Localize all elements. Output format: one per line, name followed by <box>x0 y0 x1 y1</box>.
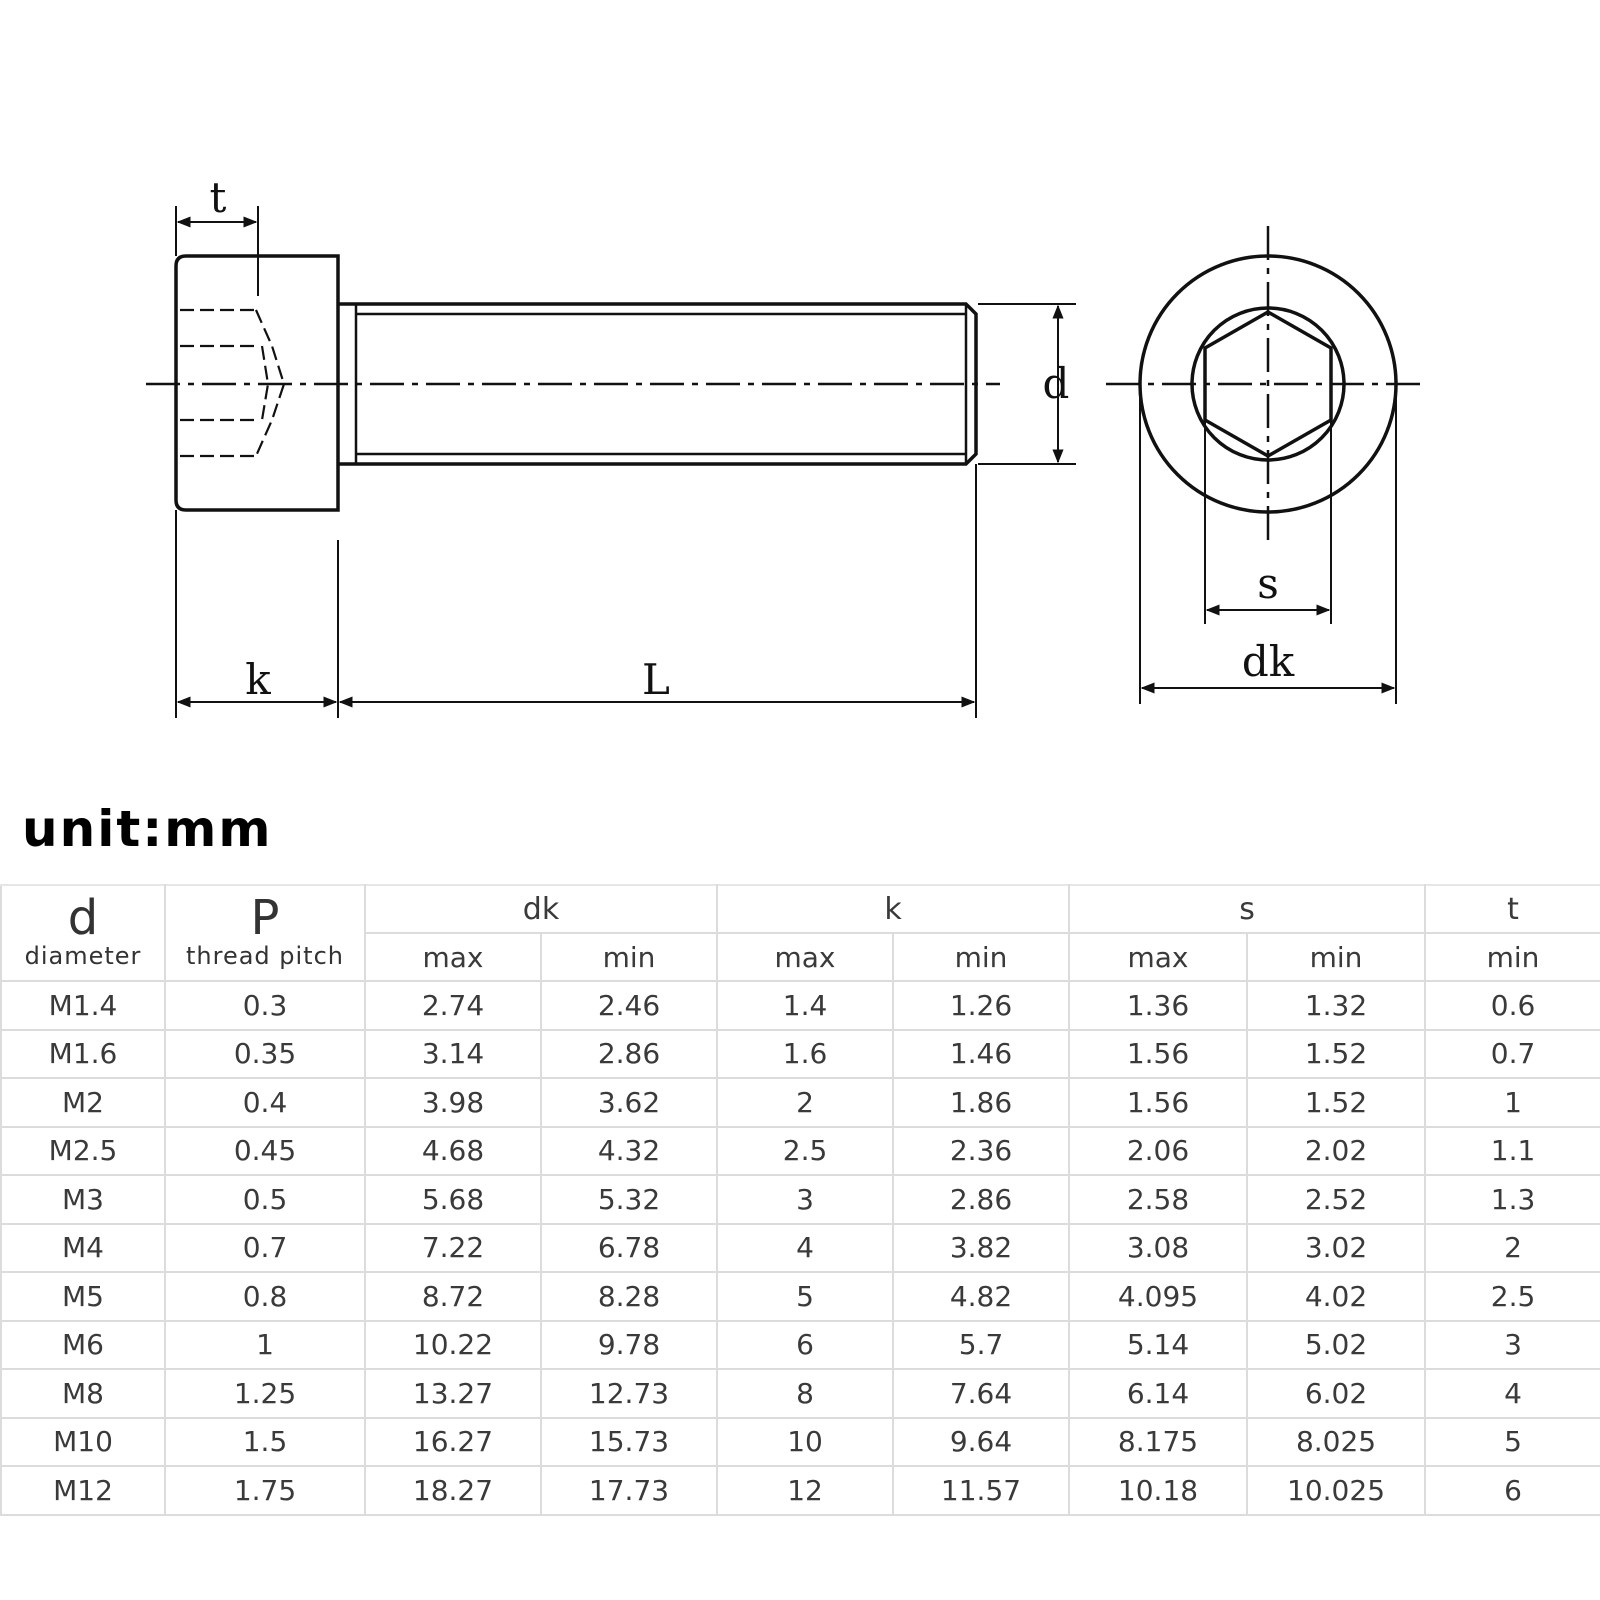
cell-pitch: 0.8 <box>165 1272 365 1321</box>
cell-s-min: 2.52 <box>1247 1175 1425 1224</box>
table-header-row <box>1 885 1600 933</box>
cell-dk-max: 10.22 <box>365 1321 541 1370</box>
dimension-label-s: s <box>1257 559 1279 608</box>
cell-t-min: 2 <box>1425 1224 1600 1273</box>
header-t-min: min <box>1425 933 1600 981</box>
dimension-label-d: d <box>1042 359 1070 408</box>
cell-k-max: 2 <box>717 1078 893 1127</box>
cell-k-min: 1.26 <box>893 981 1069 1030</box>
cell-dk-min: 6.78 <box>541 1224 717 1273</box>
cell-k-min: 2.86 <box>893 1175 1069 1224</box>
cell-t-min: 1.1 <box>1425 1127 1600 1176</box>
cell-k-max: 8 <box>717 1369 893 1418</box>
cell-pitch: 1.25 <box>165 1369 365 1418</box>
table-row <box>1 1127 1600 1176</box>
cell-s-min: 5.02 <box>1247 1321 1425 1370</box>
header-group-dk: dk <box>365 885 717 933</box>
dimension-label-t: t <box>209 173 227 222</box>
cell-diameter: M4 <box>1 1224 165 1273</box>
cell-diameter: M8 <box>1 1369 165 1418</box>
cell-dk-min: 2.46 <box>541 981 717 1030</box>
cell-dk-min: 15.73 <box>541 1418 717 1467</box>
table-row <box>1 981 1600 1030</box>
cell-k-max: 1.4 <box>717 981 893 1030</box>
header-s-min: min <box>1247 933 1425 981</box>
header-group-s: s <box>1069 885 1425 933</box>
cell-dk-max: 7.22 <box>365 1224 541 1273</box>
header-p <box>165 885 365 981</box>
cell-s-min: 6.02 <box>1247 1369 1425 1418</box>
cell-dk-max: 2.74 <box>365 981 541 1030</box>
cell-t-min: 1.3 <box>1425 1175 1600 1224</box>
cell-s-max: 1.56 <box>1069 1030 1247 1079</box>
unit-label: unit:mm <box>22 800 273 858</box>
cell-dk-max: 13.27 <box>365 1369 541 1418</box>
table-row <box>1 1030 1600 1079</box>
cell-dk-max: 3.14 <box>365 1030 541 1079</box>
cell-k-min: 2.36 <box>893 1127 1069 1176</box>
cell-t-min: 5 <box>1425 1418 1600 1467</box>
header-dk-max: max <box>365 933 541 981</box>
header-dk-min: min <box>541 933 717 981</box>
cell-pitch: 0.5 <box>165 1175 365 1224</box>
dimension-label-k: k <box>245 655 271 704</box>
cell-pitch: 0.35 <box>165 1030 365 1079</box>
table-row <box>1 1466 1600 1515</box>
table-row <box>1 1418 1600 1467</box>
header-d-symbol: d <box>67 890 99 946</box>
cell-k-max: 3 <box>717 1175 893 1224</box>
cell-s-min: 4.02 <box>1247 1272 1425 1321</box>
cell-diameter: M2 <box>1 1078 165 1127</box>
cell-k-min: 1.46 <box>893 1030 1069 1079</box>
cell-t-min: 0.6 <box>1425 981 1600 1030</box>
cell-k-min: 1.86 <box>893 1078 1069 1127</box>
cell-dk-max: 3.98 <box>365 1078 541 1127</box>
screw-dimension-drawing <box>0 0 1600 760</box>
cell-s-max: 4.095 <box>1069 1272 1247 1321</box>
cell-dk-max: 16.27 <box>365 1418 541 1467</box>
header-k-min: min <box>893 933 1069 981</box>
cell-k-min: 3.82 <box>893 1224 1069 1273</box>
cell-t-min: 0.7 <box>1425 1030 1600 1079</box>
cell-k-min: 11.57 <box>893 1466 1069 1515</box>
cell-s-min: 3.02 <box>1247 1224 1425 1273</box>
table-row <box>1 1272 1600 1321</box>
cell-diameter: M6 <box>1 1321 165 1370</box>
table-row <box>1 1078 1600 1127</box>
dimension-k-L <box>176 464 976 718</box>
cell-pitch: 1.75 <box>165 1466 365 1515</box>
cell-s-max: 2.58 <box>1069 1175 1247 1224</box>
screw-spec-table <box>0 884 1600 1516</box>
dimension-label-dk: dk <box>1241 637 1295 686</box>
cell-k-max: 1.6 <box>717 1030 893 1079</box>
cell-diameter: M5 <box>1 1272 165 1321</box>
cell-diameter: M1.6 <box>1 1030 165 1079</box>
cell-diameter: M2.5 <box>1 1127 165 1176</box>
cell-k-min: 7.64 <box>893 1369 1069 1418</box>
cell-dk-min: 12.73 <box>541 1369 717 1418</box>
cell-s-max: 3.08 <box>1069 1224 1247 1273</box>
cell-dk-min: 17.73 <box>541 1466 717 1515</box>
cell-dk-min: 3.62 <box>541 1078 717 1127</box>
cell-s-max: 10.18 <box>1069 1466 1247 1515</box>
cell-t-min: 6 <box>1425 1466 1600 1515</box>
cell-s-min: 1.52 <box>1247 1030 1425 1079</box>
header-p-symbol: P <box>250 890 280 946</box>
cell-dk-min: 4.32 <box>541 1127 717 1176</box>
cell-s-max: 1.36 <box>1069 981 1247 1030</box>
cell-s-max: 8.175 <box>1069 1418 1247 1467</box>
cell-k-min: 5.7 <box>893 1321 1069 1370</box>
header-d <box>1 885 165 981</box>
table-row <box>1 1369 1600 1418</box>
cell-k-max: 10 <box>717 1418 893 1467</box>
end-view <box>1106 226 1428 704</box>
cell-dk-min: 8.28 <box>541 1272 717 1321</box>
cell-diameter: M1.4 <box>1 981 165 1030</box>
dimension-label-L: L <box>642 655 670 704</box>
cell-pitch: 1.5 <box>165 1418 365 1467</box>
cell-pitch: 0.3 <box>165 981 365 1030</box>
cell-s-min: 8.025 <box>1247 1418 1425 1467</box>
cell-dk-max: 5.68 <box>365 1175 541 1224</box>
cell-s-min: 1.52 <box>1247 1078 1425 1127</box>
cell-s-max: 2.06 <box>1069 1127 1247 1176</box>
cell-k-max: 12 <box>717 1466 893 1515</box>
cell-s-max: 5.14 <box>1069 1321 1247 1370</box>
cell-k-min: 4.82 <box>893 1272 1069 1321</box>
cell-k-max: 2.5 <box>717 1127 893 1176</box>
table-row <box>1 1321 1600 1370</box>
header-k-max: max <box>717 933 893 981</box>
header-group-k: k <box>717 885 1069 933</box>
cell-dk-min: 9.78 <box>541 1321 717 1370</box>
cell-s-max: 1.56 <box>1069 1078 1247 1127</box>
side-view <box>146 206 1076 718</box>
cell-dk-max: 18.27 <box>365 1466 541 1515</box>
cell-s-min: 1.32 <box>1247 981 1425 1030</box>
cell-k-min: 9.64 <box>893 1418 1069 1467</box>
header-p-caption: thread pitch <box>185 942 344 970</box>
header-d-caption: diameter <box>24 942 142 970</box>
cell-diameter: M12 <box>1 1466 165 1515</box>
cell-pitch: 0.4 <box>165 1078 365 1127</box>
cell-t-min: 2.5 <box>1425 1272 1600 1321</box>
cell-s-min: 10.025 <box>1247 1466 1425 1515</box>
table-row <box>1 1224 1600 1273</box>
cell-dk-max: 4.68 <box>365 1127 541 1176</box>
cell-s-max: 6.14 <box>1069 1369 1247 1418</box>
cell-t-min: 4 <box>1425 1369 1600 1418</box>
cell-t-min: 1 <box>1425 1078 1600 1127</box>
cell-pitch: 0.45 <box>165 1127 365 1176</box>
cell-dk-min: 2.86 <box>541 1030 717 1079</box>
cell-pitch: 0.7 <box>165 1224 365 1273</box>
cell-k-max: 5 <box>717 1272 893 1321</box>
cell-diameter: M10 <box>1 1418 165 1467</box>
cell-dk-min: 5.32 <box>541 1175 717 1224</box>
cell-diameter: M3 <box>1 1175 165 1224</box>
cell-k-max: 6 <box>717 1321 893 1370</box>
table-row <box>1 1175 1600 1224</box>
cell-k-max: 4 <box>717 1224 893 1273</box>
cell-dk-max: 8.72 <box>365 1272 541 1321</box>
header-s-max: max <box>1069 933 1247 981</box>
cell-s-min: 2.02 <box>1247 1127 1425 1176</box>
header-group-t: t <box>1425 885 1600 933</box>
cell-t-min: 3 <box>1425 1321 1600 1370</box>
cell-pitch: 1 <box>165 1321 365 1370</box>
